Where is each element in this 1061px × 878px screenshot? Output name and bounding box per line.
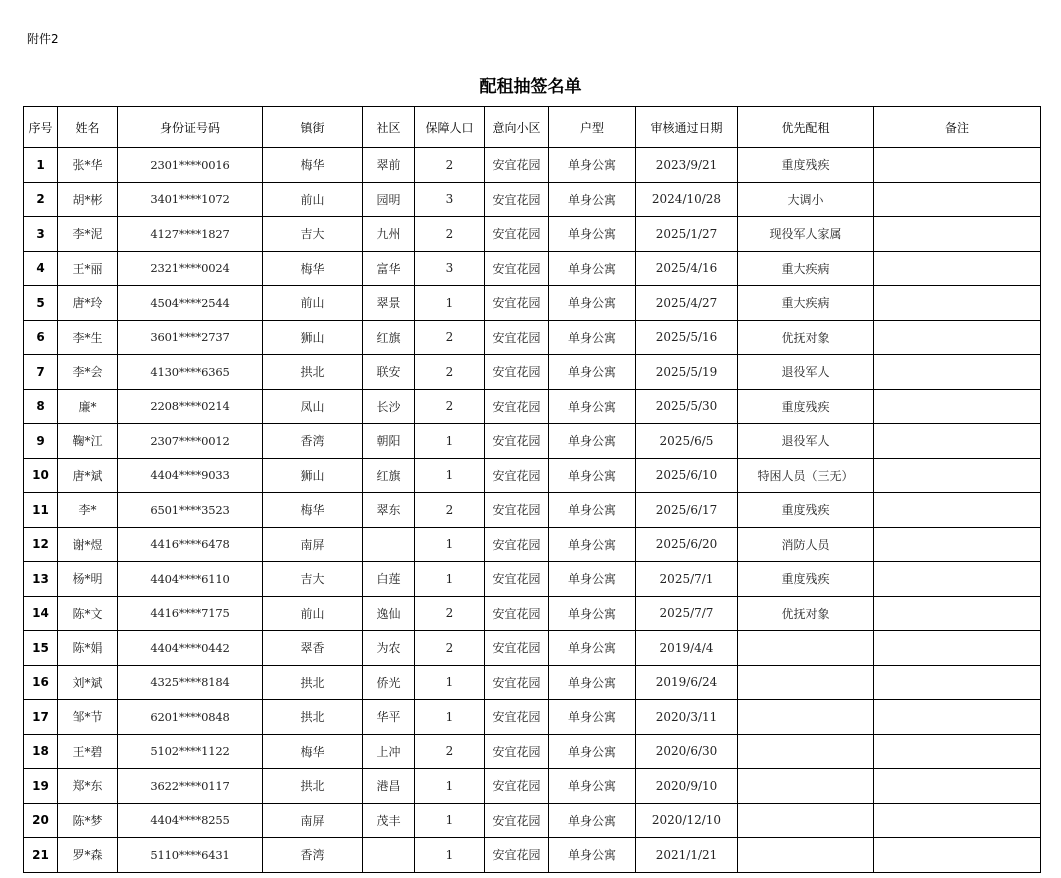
table-body [24,148,1041,873]
cell-household-size: 3 [415,251,485,286]
cell-seq: 10 [24,458,58,493]
cell-seq: 17 [24,700,58,735]
cell-town: 前山 [263,286,363,321]
cell-town: 拱北 [263,700,363,735]
cell-id-number: 4404****0442 [118,631,263,666]
cell-id-number: 3401****1072 [118,182,263,217]
cell-unit-type: 单身公寓 [549,527,636,562]
cell-priority [738,734,874,769]
cell-seq: 20 [24,803,58,838]
cell-id-number: 4404****8255 [118,803,263,838]
header-cell-household-size: 保障人口 [415,107,485,148]
cell-town: 拱北 [263,355,363,390]
cell-approval-date: 2025/6/5 [636,424,738,459]
cell-id-number: 2321****0024 [118,251,263,286]
cell-remarks [874,217,1041,252]
cell-priority [738,803,874,838]
cell-priority [738,838,874,873]
cell-town: 翠香 [263,631,363,666]
cell-remarks [874,700,1041,735]
table-row [24,803,1041,838]
cell-priority: 重度残疾 [738,389,874,424]
cell-priority: 重度残疾 [738,562,874,597]
cell-name: 张*华 [58,148,118,183]
table-row [24,769,1041,804]
cell-approval-date: 2025/6/17 [636,493,738,528]
cell-unit-type: 单身公寓 [549,320,636,355]
cell-preferred-estate: 安宜花园 [485,286,549,321]
table-row [24,734,1041,769]
cell-town: 拱北 [263,665,363,700]
cell-approval-date: 2025/5/19 [636,355,738,390]
cell-id-number: 2208****0214 [118,389,263,424]
cell-unit-type: 单身公寓 [549,493,636,528]
cell-unit-type: 单身公寓 [549,562,636,597]
cell-preferred-estate: 安宜花园 [485,458,549,493]
cell-name: 刘*斌 [58,665,118,700]
cell-seq: 7 [24,355,58,390]
cell-priority: 特困人员（三无） [738,458,874,493]
cell-preferred-estate: 安宜花园 [485,803,549,838]
cell-town: 吉大 [263,562,363,597]
cell-community: 翠景 [363,286,415,321]
cell-seq: 5 [24,286,58,321]
cell-household-size: 2 [415,217,485,252]
cell-priority [738,631,874,666]
table-row [24,320,1041,355]
cell-id-number: 4325****8184 [118,665,263,700]
cell-community: 富华 [363,251,415,286]
cell-approval-date: 2025/4/16 [636,251,738,286]
cell-unit-type: 单身公寓 [549,182,636,217]
header-cell-preferred-estate: 意向小区 [485,107,549,148]
cell-id-number: 4130****6365 [118,355,263,390]
header-cell-priority: 优先配租 [738,107,874,148]
cell-approval-date: 2019/4/4 [636,631,738,666]
cell-approval-date: 2023/9/21 [636,148,738,183]
cell-approval-date: 2025/6/10 [636,458,738,493]
cell-town: 香湾 [263,424,363,459]
cell-town: 梅华 [263,148,363,183]
cell-name: 郑*东 [58,769,118,804]
cell-priority: 大调小 [738,182,874,217]
cell-preferred-estate: 安宜花园 [485,734,549,769]
cell-seq: 9 [24,424,58,459]
cell-town: 前山 [263,596,363,631]
table-row [24,665,1041,700]
cell-unit-type: 单身公寓 [549,286,636,321]
table-row [24,148,1041,183]
cell-approval-date: 2025/5/16 [636,320,738,355]
cell-preferred-estate: 安宜花园 [485,769,549,804]
table-row [24,389,1041,424]
cell-community: 红旗 [363,320,415,355]
cell-preferred-estate: 安宜花园 [485,355,549,390]
table-row [24,355,1041,390]
header-cell-unit-type: 户型 [549,107,636,148]
cell-household-size: 2 [415,389,485,424]
cell-name: 胡*彬 [58,182,118,217]
cell-seq: 1 [24,148,58,183]
cell-remarks [874,458,1041,493]
cell-community: 为农 [363,631,415,666]
cell-approval-date: 2020/9/10 [636,769,738,804]
table-row [24,596,1041,631]
lottery-roster-table [23,106,1041,873]
cell-approval-date: 2020/6/30 [636,734,738,769]
cell-community: 港昌 [363,769,415,804]
cell-preferred-estate: 安宜花园 [485,665,549,700]
cell-remarks [874,320,1041,355]
cell-preferred-estate: 安宜花园 [485,148,549,183]
table-row [24,217,1041,252]
cell-preferred-estate: 安宜花园 [485,700,549,735]
cell-preferred-estate: 安宜花园 [485,389,549,424]
cell-id-number: 4416****6478 [118,527,263,562]
cell-seq: 2 [24,182,58,217]
cell-approval-date: 2025/7/1 [636,562,738,597]
cell-seq: 11 [24,493,58,528]
cell-id-number: 6201****0848 [118,700,263,735]
cell-name: 李*泥 [58,217,118,252]
cell-town: 拱北 [263,769,363,804]
cell-remarks [874,631,1041,666]
cell-preferred-estate: 安宜花园 [485,596,549,631]
cell-community: 逸仙 [363,596,415,631]
cell-name: 王*丽 [58,251,118,286]
cell-unit-type: 单身公寓 [549,389,636,424]
cell-unit-type: 单身公寓 [549,769,636,804]
cell-id-number: 2307****0012 [118,424,263,459]
cell-preferred-estate: 安宜花园 [485,493,549,528]
cell-community: 上冲 [363,734,415,769]
cell-priority: 重大疾病 [738,251,874,286]
cell-town: 吉大 [263,217,363,252]
document-title: 配租抽签名单 [479,77,582,97]
cell-town: 狮山 [263,320,363,355]
cell-household-size: 2 [415,148,485,183]
cell-remarks [874,148,1041,183]
table-row [24,286,1041,321]
cell-name: 李* [58,493,118,528]
cell-id-number: 5110****6431 [118,838,263,873]
table-row [24,838,1041,873]
header-cell-name: 姓名 [58,107,118,148]
cell-town: 梅华 [263,251,363,286]
cell-name: 罗*森 [58,838,118,873]
cell-seq: 3 [24,217,58,252]
table-row [24,493,1041,528]
cell-seq: 13 [24,562,58,597]
cell-town: 南屏 [263,803,363,838]
cell-household-size: 2 [415,631,485,666]
cell-preferred-estate: 安宜花园 [485,562,549,597]
cell-priority [738,700,874,735]
cell-household-size: 1 [415,458,485,493]
cell-town: 香湾 [263,838,363,873]
cell-community [363,838,415,873]
cell-seq: 16 [24,665,58,700]
cell-name: 邹*节 [58,700,118,735]
cell-remarks [874,182,1041,217]
cell-seq: 4 [24,251,58,286]
cell-priority: 消防人员 [738,527,874,562]
cell-town: 梅华 [263,493,363,528]
cell-approval-date: 2025/5/30 [636,389,738,424]
cell-unit-type: 单身公寓 [549,458,636,493]
cell-name: 谢*煜 [58,527,118,562]
attachment-label: 附件2 [27,32,59,46]
cell-remarks [874,596,1041,631]
cell-id-number: 3601****2737 [118,320,263,355]
cell-id-number: 6501****3523 [118,493,263,528]
cell-name: 李*会 [58,355,118,390]
cell-household-size: 1 [415,769,485,804]
cell-remarks [874,734,1041,769]
cell-unit-type: 单身公寓 [549,734,636,769]
cell-priority: 优抚对象 [738,320,874,355]
table-row [24,562,1041,597]
cell-household-size: 2 [415,596,485,631]
cell-community: 红旗 [363,458,415,493]
cell-priority: 优抚对象 [738,596,874,631]
cell-unit-type: 单身公寓 [549,596,636,631]
cell-community: 翠东 [363,493,415,528]
cell-seq: 18 [24,734,58,769]
cell-priority: 重度残疾 [738,148,874,183]
cell-name: 杨*明 [58,562,118,597]
cell-approval-date: 2019/6/24 [636,665,738,700]
cell-preferred-estate: 安宜花园 [485,182,549,217]
cell-name: 陈*梦 [58,803,118,838]
cell-household-size: 1 [415,562,485,597]
cell-household-size: 2 [415,493,485,528]
cell-name: 鞠*江 [58,424,118,459]
cell-preferred-estate: 安宜花园 [485,838,549,873]
cell-community: 朝阳 [363,424,415,459]
cell-approval-date: 2024/10/28 [636,182,738,217]
cell-town: 凤山 [263,389,363,424]
cell-remarks [874,424,1041,459]
cell-id-number: 4127****1827 [118,217,263,252]
cell-household-size: 1 [415,838,485,873]
cell-town: 前山 [263,182,363,217]
cell-name: 唐*玲 [58,286,118,321]
cell-id-number: 3622****0117 [118,769,263,804]
cell-unit-type: 单身公寓 [549,424,636,459]
cell-unit-type: 单身公寓 [549,631,636,666]
cell-remarks [874,803,1041,838]
cell-preferred-estate: 安宜花园 [485,631,549,666]
table-row [24,182,1041,217]
cell-approval-date: 2021/1/21 [636,838,738,873]
cell-household-size: 2 [415,355,485,390]
cell-household-size: 1 [415,286,485,321]
cell-approval-date: 2025/4/27 [636,286,738,321]
cell-priority: 退役军人 [738,424,874,459]
table-row [24,251,1041,286]
cell-seq: 19 [24,769,58,804]
cell-remarks [874,665,1041,700]
cell-seq: 15 [24,631,58,666]
cell-unit-type: 单身公寓 [549,665,636,700]
cell-town: 南屏 [263,527,363,562]
cell-remarks [874,838,1041,873]
header-cell-remarks: 备注 [874,107,1041,148]
cell-community: 翠前 [363,148,415,183]
cell-community: 园明 [363,182,415,217]
table-row [24,458,1041,493]
cell-approval-date: 2020/3/11 [636,700,738,735]
cell-remarks [874,527,1041,562]
cell-name: 廉* [58,389,118,424]
cell-remarks [874,493,1041,528]
table-row [24,424,1041,459]
cell-id-number: 4404****9033 [118,458,263,493]
cell-remarks [874,769,1041,804]
cell-preferred-estate: 安宜花园 [485,320,549,355]
cell-unit-type: 单身公寓 [549,251,636,286]
cell-household-size: 1 [415,527,485,562]
header-cell-community: 社区 [363,107,415,148]
cell-priority: 现役军人家属 [738,217,874,252]
header-cell-seq: 序号 [24,107,58,148]
header-row [24,107,1041,148]
cell-town: 梅华 [263,734,363,769]
table-row [24,631,1041,666]
cell-unit-type: 单身公寓 [549,838,636,873]
cell-approval-date: 2025/7/7 [636,596,738,631]
cell-town: 狮山 [263,458,363,493]
cell-approval-date: 2020/12/10 [636,803,738,838]
cell-household-size: 1 [415,700,485,735]
cell-unit-type: 单身公寓 [549,217,636,252]
cell-approval-date: 2025/6/20 [636,527,738,562]
cell-id-number: 4404****6110 [118,562,263,597]
cell-approval-date: 2025/1/27 [636,217,738,252]
cell-name: 陈*文 [58,596,118,631]
cell-preferred-estate: 安宜花园 [485,251,549,286]
cell-seq: 6 [24,320,58,355]
cell-unit-type: 单身公寓 [549,700,636,735]
cell-household-size: 2 [415,320,485,355]
cell-community [363,527,415,562]
cell-seq: 21 [24,838,58,873]
cell-seq: 12 [24,527,58,562]
cell-community: 白莲 [363,562,415,597]
cell-remarks [874,286,1041,321]
cell-priority [738,665,874,700]
cell-community: 长沙 [363,389,415,424]
cell-community: 联安 [363,355,415,390]
cell-priority: 重大疾病 [738,286,874,321]
cell-remarks [874,562,1041,597]
cell-seq: 14 [24,596,58,631]
cell-name: 陈*娟 [58,631,118,666]
cell-household-size: 3 [415,182,485,217]
cell-seq: 8 [24,389,58,424]
cell-household-size: 1 [415,803,485,838]
cell-priority: 退役军人 [738,355,874,390]
cell-unit-type: 单身公寓 [549,803,636,838]
cell-community: 侨光 [363,665,415,700]
cell-household-size: 1 [415,665,485,700]
table-row [24,527,1041,562]
cell-remarks [874,251,1041,286]
cell-id-number: 5102****1122 [118,734,263,769]
cell-name: 李*生 [58,320,118,355]
cell-id-number: 4504****2544 [118,286,263,321]
cell-remarks [874,389,1041,424]
cell-household-size: 2 [415,734,485,769]
cell-preferred-estate: 安宜花园 [485,424,549,459]
cell-id-number: 4416****7175 [118,596,263,631]
cell-community: 茂丰 [363,803,415,838]
cell-preferred-estate: 安宜花园 [485,527,549,562]
cell-community: 华平 [363,700,415,735]
cell-community: 九州 [363,217,415,252]
table-row [24,700,1041,735]
cell-preferred-estate: 安宜花园 [485,217,549,252]
header-cell-id-number: 身份证号码 [118,107,263,148]
cell-name: 唐*斌 [58,458,118,493]
cell-priority: 重度残疾 [738,493,874,528]
cell-priority [738,769,874,804]
cell-remarks [874,355,1041,390]
cell-unit-type: 单身公寓 [549,148,636,183]
cell-household-size: 1 [415,424,485,459]
header-cell-approval-date: 审核通过日期 [636,107,738,148]
cell-name: 王*碧 [58,734,118,769]
header-cell-town: 镇街 [263,107,363,148]
cell-id-number: 2301****0016 [118,148,263,183]
cell-unit-type: 单身公寓 [549,355,636,390]
